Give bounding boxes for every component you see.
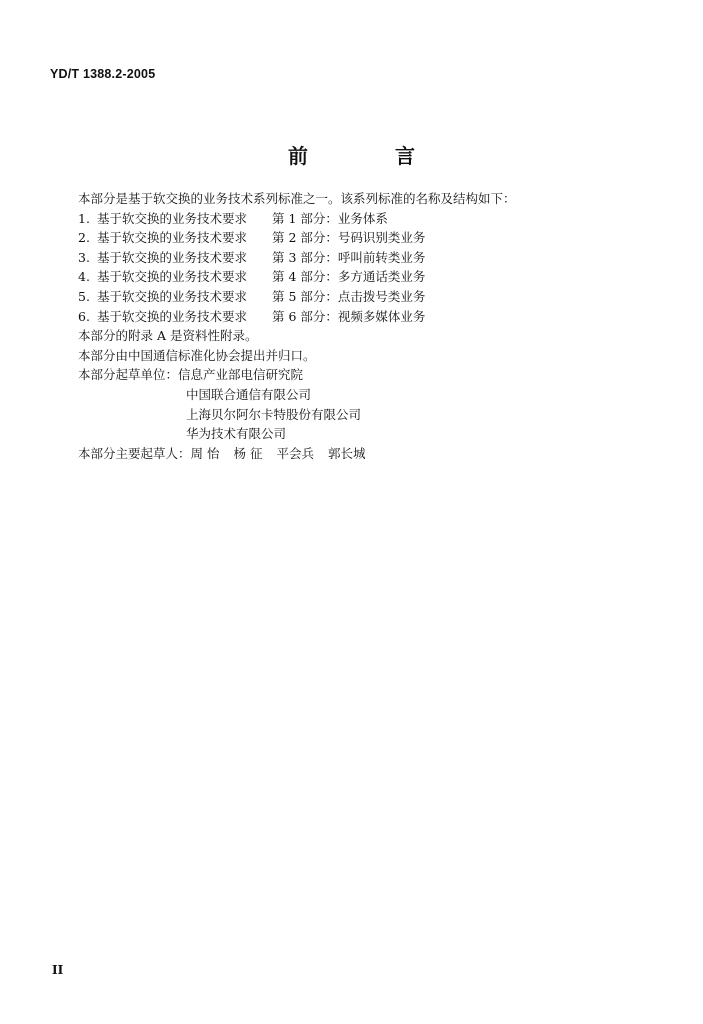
drafting-units-label: 本部分起草单位： [78, 367, 179, 383]
part-series-title: 基于软交换的业务技术要求 [97, 288, 248, 304]
drafter-name: 杨 征 [233, 445, 263, 461]
proposer-note: 本部分由中国通信标准化协会提出并归口。 [78, 347, 316, 363]
part-number: 6. [78, 308, 90, 324]
part-name: 第 2 部分：号码识别类业务 [272, 230, 426, 246]
part-series-title: 基于软交换的业务技术要求 [97, 230, 248, 246]
part-name: 第 1 部分：业务体系 [272, 210, 388, 226]
page-title: 前 言 [288, 144, 455, 168]
drafting-unit: 上海贝尔阿尔卡特股份有限公司 [186, 406, 362, 422]
part-series-title: 基于软交换的业务技术要求 [97, 249, 248, 265]
part-list-item [78, 307, 638, 327]
drafters-line [78, 444, 638, 464]
drafter-name: 周 怡 [190, 445, 220, 461]
part-list-item [78, 267, 638, 287]
part-number: 4. [78, 269, 90, 285]
document-code: YD/T 1388.2-2005 [50, 67, 156, 81]
part-list-item [78, 287, 638, 307]
appendix-note: 本部分的附录 A 是资料性附录。 [78, 328, 258, 344]
part-list-item [78, 209, 638, 229]
part-name: 第 6 部分：视频多媒体业务 [272, 308, 426, 324]
part-name: 第 4 部分：多方通话类业务 [272, 269, 426, 285]
part-list-item [78, 228, 638, 248]
drafting-unit: 中国联合通信有限公司 [186, 386, 312, 402]
foreword-body [78, 189, 638, 463]
drafting-unit: 华为技术有限公司 [186, 426, 287, 442]
part-name: 第 5 部分：点击拨号类业务 [272, 288, 426, 304]
part-name: 第 3 部分：呼叫前转类业务 [272, 249, 426, 265]
page-number: II [52, 963, 64, 977]
part-number: 2. [78, 230, 90, 246]
drafter-name: 平会兵 [276, 445, 314, 461]
part-series-title: 基于软交换的业务技术要求 [97, 210, 248, 226]
part-number: 5. [78, 288, 90, 304]
part-list-item [78, 248, 638, 268]
drafter-name: 郭长城 [328, 445, 366, 461]
part-series-title: 基于软交换的业务技术要求 [97, 308, 248, 324]
intro-paragraph: 本部分是基于软交换的业务技术系列标准之一。该系列标准的名称及结构如下： [78, 191, 516, 206]
part-series-title: 基于软交换的业务技术要求 [97, 269, 248, 285]
drafting-unit: 信息产业部电信研究院 [178, 367, 304, 383]
drafters-label: 本部分主要起草人： [78, 445, 191, 461]
drafting-units-first-line [78, 365, 638, 385]
part-number: 1. [78, 210, 90, 226]
part-number: 3. [78, 249, 90, 265]
